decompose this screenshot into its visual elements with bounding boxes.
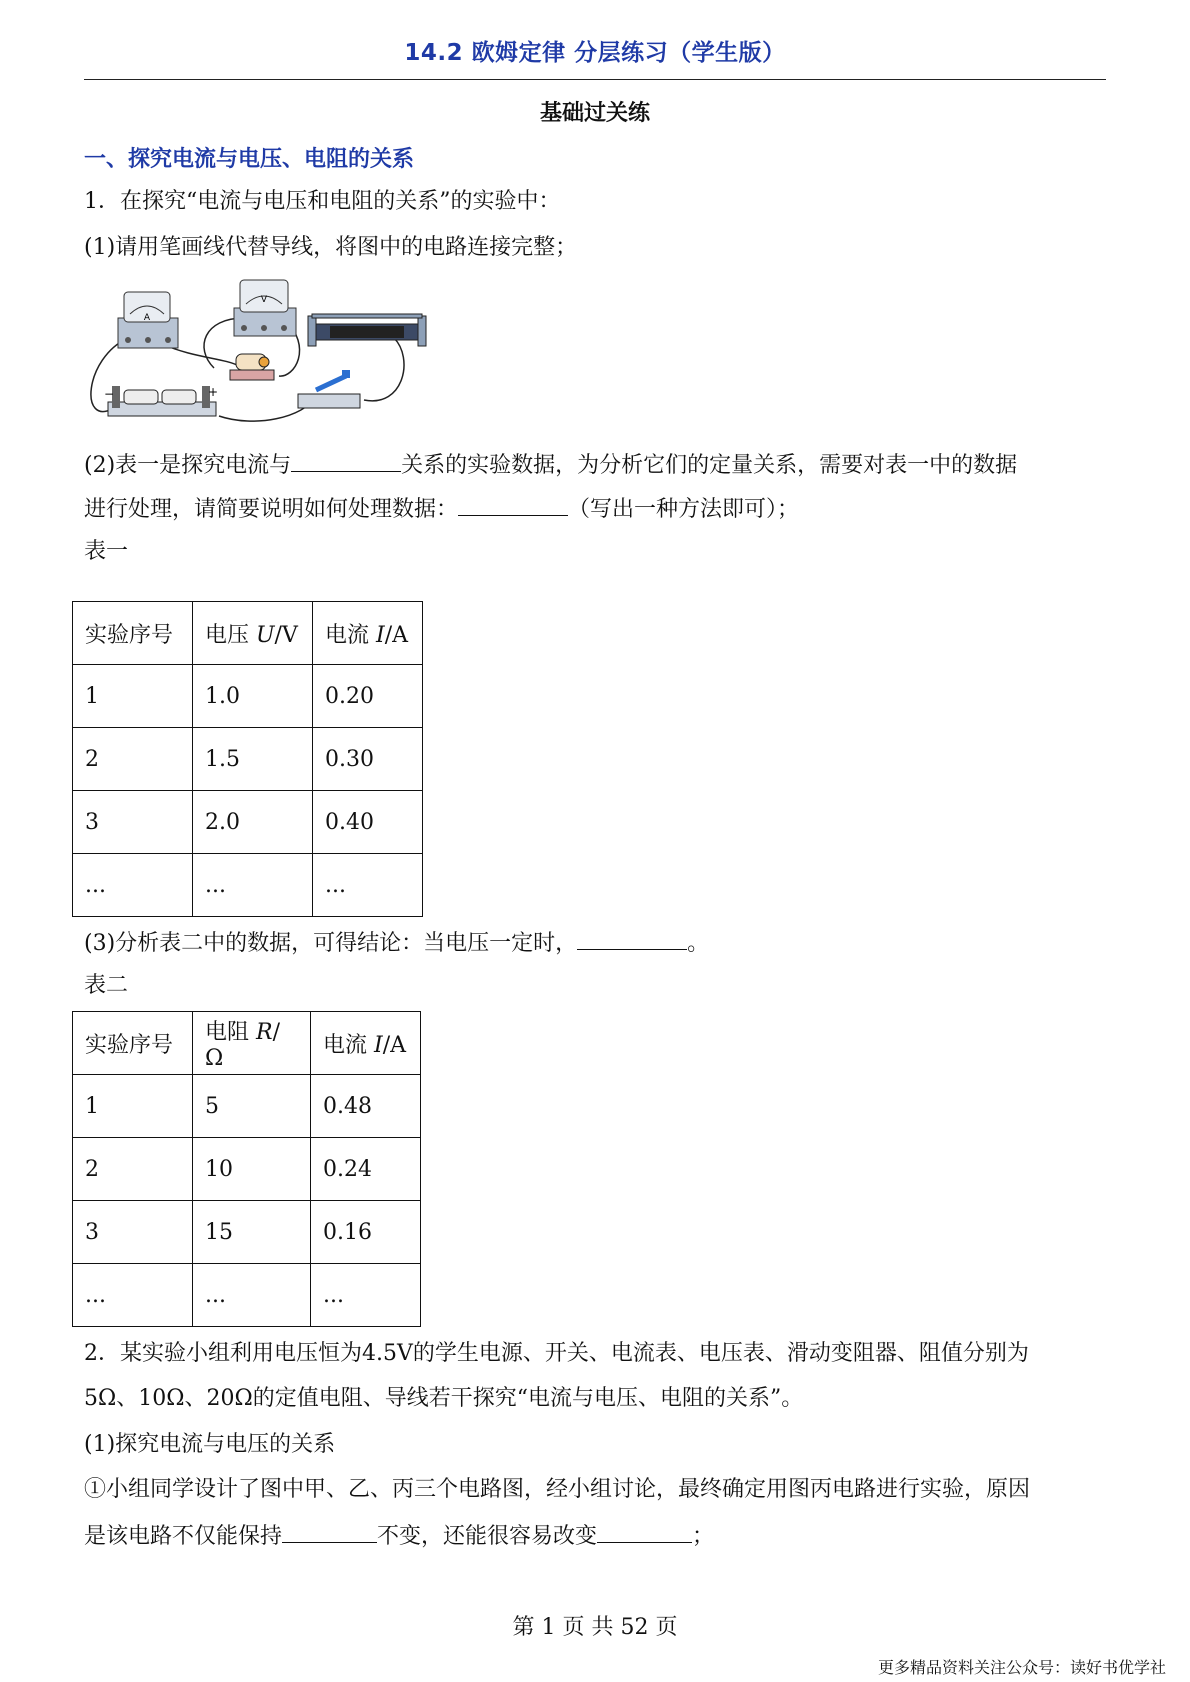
table-cell: 2.0 [193, 791, 313, 854]
text-segment: 进行处理，请简要说明如何处理数据： [84, 497, 459, 522]
table-cell: 1 [73, 665, 193, 728]
text-segment: （写出一种方法即可）； [568, 497, 800, 522]
q1-sub1: (1)请用笔画线代替导线，将图中的电路连接完整； [84, 235, 578, 260]
section-title: 基础过关练 [539, 101, 650, 126]
table-cell: 0.40 [313, 791, 423, 854]
header-cell: 电流 I/A [313, 602, 423, 665]
table-cell: 5 [193, 1075, 311, 1138]
table-header-row [73, 602, 423, 665]
table-header-row [73, 1012, 421, 1075]
answer-blank[interactable] [291, 449, 401, 472]
text-segment: ； [692, 1524, 715, 1549]
text-segment: (3)分析表二中的数据，可得结论：当电压一定时， [84, 931, 578, 956]
table-cell: ... [73, 1264, 193, 1327]
q1-sub2-line2 [84, 493, 799, 525]
text-segment: 关系的实验数据，为分析它们的定量关系，需要对表一中的数据 [401, 453, 1018, 478]
table-cell: 2 [73, 728, 193, 791]
document-title: 14.2 欧姆定律 分层练习（学生版） [404, 40, 786, 66]
q1-stem: 1．在探究“电流与电压和电阻的关系”的实验中： [84, 189, 561, 214]
part-heading: 一、探究电流与电压、电阻的关系 [84, 147, 415, 172]
q2-sub1: (1)探究电流与电压的关系 [84, 1432, 336, 1457]
text-segment: 是该电路不仅能保持 [84, 1524, 283, 1549]
table-cell: 2 [73, 1138, 193, 1201]
text-segment: 不变，还能很容易改变 [377, 1524, 598, 1549]
wire [364, 338, 404, 401]
answer-blank[interactable] [458, 493, 568, 516]
table-cell: 0.48 [311, 1075, 421, 1138]
header-cell: 实验序号 [73, 1012, 193, 1075]
table1-caption: 表一 [84, 539, 129, 564]
table-cell: 0.16 [311, 1201, 421, 1264]
text-segment: (2)表一是探究电流与 [84, 453, 292, 478]
battery-holder [104, 385, 218, 416]
table-cell: ... [311, 1264, 421, 1327]
table-one [72, 601, 423, 917]
q2-line1: 2．某实验小组利用电压恒为4.5V的学生电源、开关、电流表、电压表、滑动变阻器、阻值分别为 [84, 1341, 1029, 1366]
table-two [72, 1011, 421, 1327]
header-cell: 电压 U/V [193, 602, 313, 665]
table-row [73, 728, 423, 791]
table-cell: 0.20 [313, 665, 423, 728]
header-rule [84, 79, 1106, 80]
table-row [73, 791, 423, 854]
header-cell: 电阻 R/Ω [193, 1012, 311, 1075]
table-row [73, 665, 423, 728]
voltmeter [234, 280, 296, 336]
answer-blank[interactable] [282, 1520, 377, 1543]
q2-line2: 5Ω、10Ω、20Ω的定值电阻、导线若干探究“电流与电压、电阻的关系”。 [84, 1386, 804, 1411]
table-cell: 10 [193, 1138, 311, 1201]
q1-sub2-line1 [84, 449, 1017, 481]
answer-blank[interactable] [577, 927, 687, 950]
table-row [73, 1264, 421, 1327]
q1-sub3 [84, 927, 709, 959]
text-segment: 。 [687, 931, 710, 956]
table-row [73, 1138, 421, 1201]
table-cell: ... [313, 854, 423, 917]
circuit-figure [84, 278, 450, 450]
header-cell: 电流 I/A [311, 1012, 421, 1075]
q2-item1-line1: ①小组同学设计了图中甲、乙、丙三个电路图，经小组讨论，最终确定用图丙电路进行实验，原因 [84, 1477, 1031, 1502]
table-cell: ... [193, 1264, 311, 1327]
ammeter-label: A [143, 313, 151, 323]
plus-label: + [208, 385, 219, 399]
header-cell: 实验序号 [73, 602, 193, 665]
table-cell: 3 [73, 791, 193, 854]
table-row [73, 1201, 421, 1264]
table-row [73, 1075, 421, 1138]
table-cell: 1.0 [193, 665, 313, 728]
table2-caption: 表二 [84, 973, 129, 998]
fixed-resistor [230, 354, 274, 380]
table-cell: 3 [73, 1201, 193, 1264]
promo-text: 更多精品资料关注公众号：读好书优学社 [877, 1658, 1166, 1677]
voltmeter-label: V [260, 295, 268, 305]
table-cell: ... [73, 854, 193, 917]
ammeter [118, 292, 178, 348]
answer-blank[interactable] [597, 1520, 692, 1543]
table-cell: 1.5 [193, 728, 313, 791]
q2-item1-line2 [84, 1520, 714, 1552]
table-row [73, 854, 423, 917]
rheostat [308, 314, 426, 346]
table-cell: 15 [193, 1201, 311, 1264]
minus-label: − [104, 387, 115, 401]
table-cell: 1 [73, 1075, 193, 1138]
page-number: 第 1 页 共 52 页 [512, 1615, 678, 1640]
switch [298, 370, 360, 408]
table-cell: 0.24 [311, 1138, 421, 1201]
table-cell: 0.30 [313, 728, 423, 791]
table-cell: ... [193, 854, 313, 917]
